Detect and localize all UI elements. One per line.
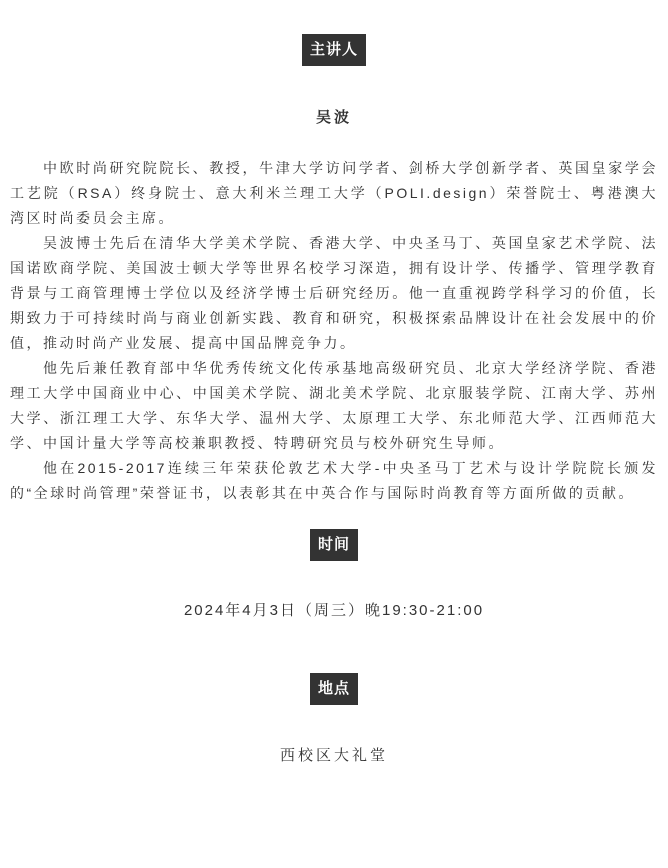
section-badge-location: 地点: [310, 673, 358, 705]
time-badge-row: [0, 529, 668, 561]
bio-paragraph-3: 他先后兼任教育部中华优秀传统文化传承基地高级研究员、北京大学经济学院、香港理工大学中国商业中心、中国美术学院、湖北美术学院、北京服装学院、江南大学、苏州大学、浙江理工大学、东华大学、温州大学、太原理工大学、东北师范大学、江西师范大学、中国计量大学等高校兼职教授、特聘研究员与校外研究生导师。: [10, 360, 658, 451]
bio-paragraph-2: 吴波博士先后在清华大学美术学院、香港大学、中央圣马丁、英国皇家艺术学院、法国诺欧商学院、美国波士顿大学等世界名校学习深造，拥有设计学、传播学、管理学教育背景与工商管理博士学位以及经济学博士后研究经历。他一直重视跨学科学习的价值，长期致力于可持续时尚与商业创新实践、教育和研究，积极探索品牌设计在社会发展中的价值，推动时尚产业发展、提高中国品牌竞争力。: [10, 235, 658, 351]
bio-paragraph-1: 中欧时尚研究院院长、教授，牛津大学访问学者、剑桥大学创新学者、英国皇家学会工艺院（RSA）终身院士、意大利米兰理工大学（POLI.design）荣誉院士、粤港澳大湾区时尚委员会主席。: [10, 160, 658, 226]
event-location: 西校区大礼堂: [279, 747, 388, 764]
speaker-name: 吴波: [315, 109, 352, 126]
section-badge-speaker: 主讲人: [302, 34, 366, 66]
section-badge-time: 时间: [310, 529, 358, 561]
speaker-badge-row: [0, 34, 668, 66]
event-time: 2024年4月3日（周三）晚19:30-21:00: [183, 602, 485, 619]
bio-paragraph-4: 他在2015-2017连续三年荣获伦敦艺术大学-中央圣马丁艺术与设计学院院长颁发的“全球时尚管理”荣誉证书，以表彰其在中英合作与国际时尚教育等方面所做的贡献。: [10, 460, 658, 501]
location-badge-row: [0, 673, 668, 705]
speaker-bio: [10, 156, 658, 506]
